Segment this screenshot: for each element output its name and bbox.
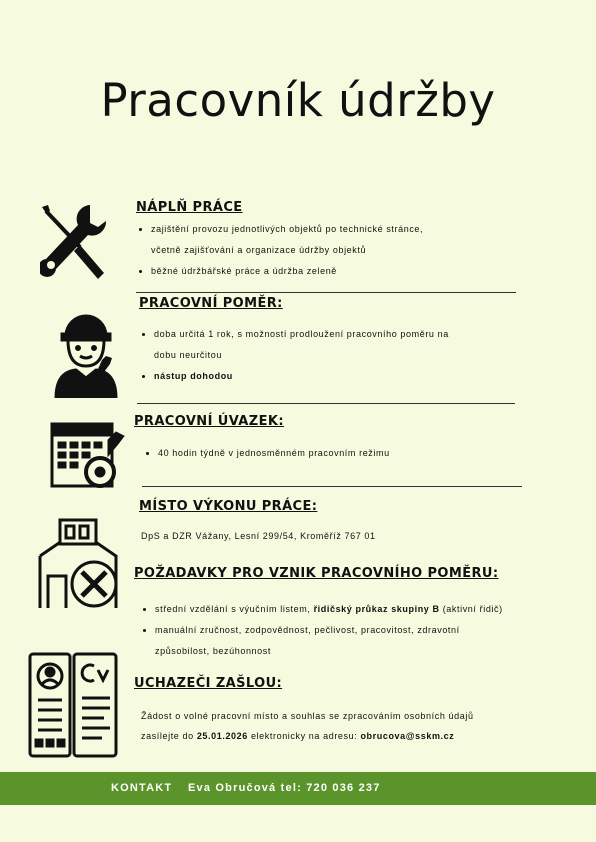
page-title: Pracovník údržby [100, 74, 496, 127]
divider [142, 486, 522, 487]
section-heading-pomer: PRACOVNÍ POMĚR: [139, 296, 283, 311]
uvazek-list [143, 443, 390, 464]
misto-address: DpS a DZR Vážany, Lesní 299/54, Kroměříž 767 01 [141, 531, 376, 541]
cv-icon [28, 652, 118, 760]
zaslou-line2: zasílejte do 25.01.2026 elektronicky na adresu: obrucova@sskm.cz [141, 731, 455, 741]
section-heading-misto: MÍSTO VÝKONU PRÁCE: [139, 499, 318, 514]
list-item: způsobilost, bezúhonnost [155, 646, 271, 656]
pozadavky-list [140, 599, 503, 662]
zaslou-line1: Žádost o volné pracovní místo a souhlas se zpracováním osobních údajů [141, 711, 474, 721]
list-item: zajištění provozu jednotlivých objektů po technické stránce, [136, 219, 423, 240]
list-item: manuální zručnost, zodpovědnost, pečlivost, pracovitost, zdravotní [140, 620, 503, 641]
email-link[interactable]: obrucova@sskm.cz [360, 731, 455, 741]
deadline-date: 25.01.2026 [196, 731, 248, 741]
list-item: 40 hodin týdně v jednosměnném pracovním režimu [143, 443, 390, 464]
list-item: dobu neurčitou [154, 350, 222, 360]
divider [136, 292, 516, 293]
napln-list [136, 219, 423, 282]
section-heading-pozadavky: POŽADAVKY PRO VZNIK PRACOVNÍHO POMĚRU: [134, 566, 499, 581]
wrench-screwdriver-icon [40, 203, 106, 281]
section-heading-uvazek: PRACOVNÍ ÚVAZEK: [134, 414, 284, 429]
divider [137, 403, 515, 404]
worker-icon [50, 310, 122, 398]
footer-bar [0, 772, 596, 805]
pomer-list [139, 324, 449, 387]
list-item: doba určitá 1 rok, s možností prodloužení pracovního poměru na [139, 324, 449, 345]
contact-label: KONTAKT [111, 782, 173, 794]
contact-text: Eva Obručová tel: 720 036 237 [188, 782, 381, 794]
list-item: střední vzdělání s výučním listem, řidičský průkaz skupiny B (aktivní řidič) [140, 599, 503, 620]
building-tools-icon [34, 516, 122, 608]
section-heading-zaslou: UCHAZEČI ZAŠLOU: [134, 676, 283, 691]
list-item: běžné údržbářské práce a údržba zeleně [136, 261, 423, 282]
calendar-gear-icon [48, 418, 126, 496]
list-item: nástup dohodou [139, 366, 449, 387]
section-heading-napln: NÁPLŇ PRÁCE [136, 200, 243, 215]
list-item: včetně zajišťování a organizace údržby objektů [151, 245, 367, 255]
